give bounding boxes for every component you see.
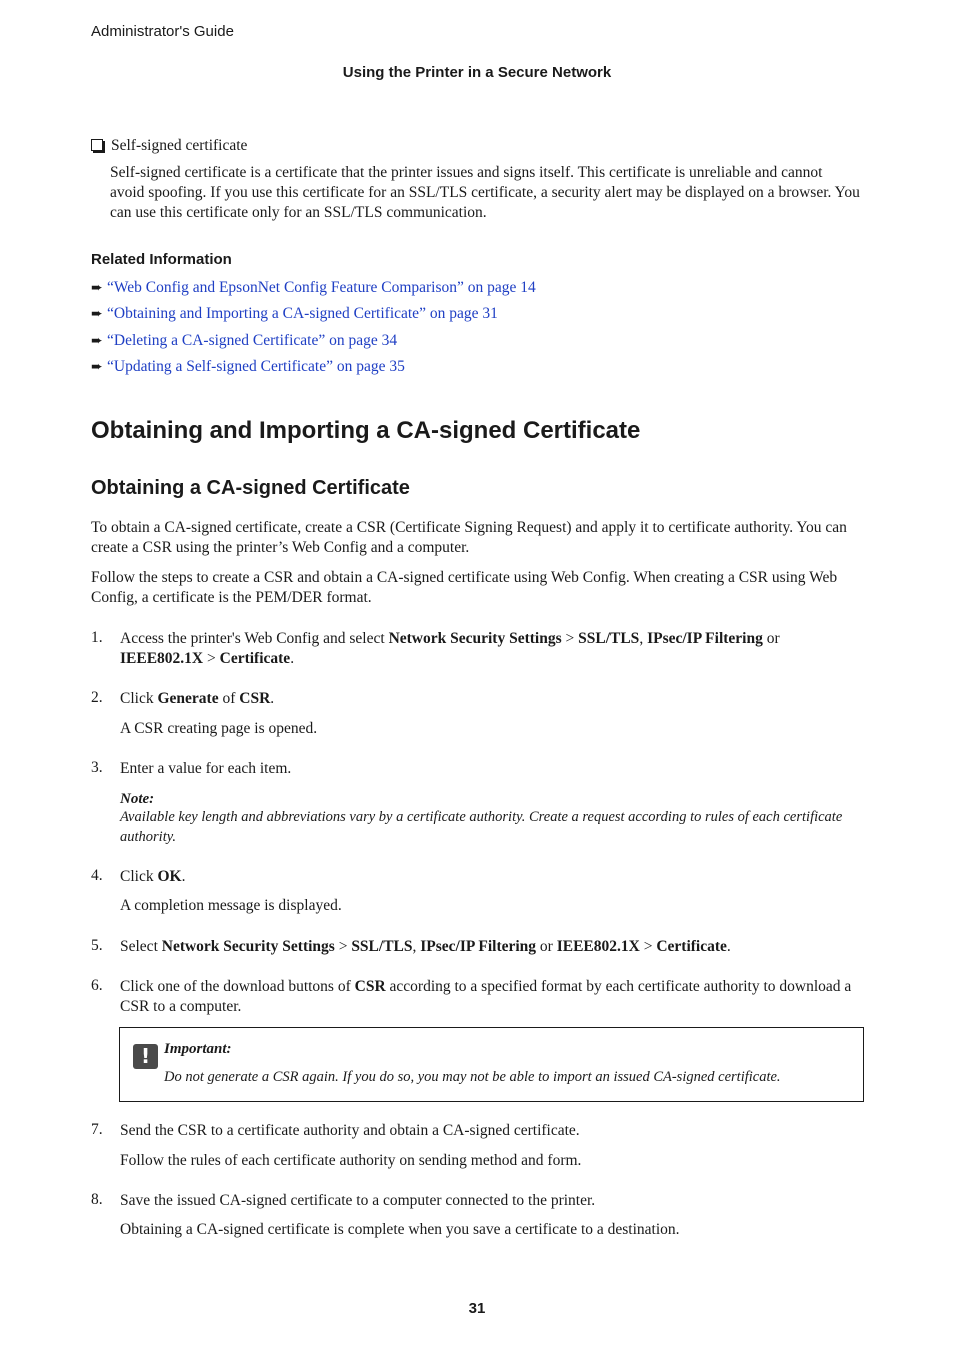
related-link-updating	[91, 358, 405, 376]
step-1-text: Access the printer's Web Config and select Network Security Settings > SSL/TLS, IPsec/IP Filtering or IEEE802.1X > Certificate.	[120, 630, 780, 667]
self-signed-label: Self-signed certificate	[111, 137, 248, 154]
step-6-text: Click one of the download buttons of CSR according to a specified format by each certificate authority to download a CSR to a computer.	[120, 978, 852, 1015]
related-link[interactable]: “Updating a Self-signed Certificate” on page 35	[107, 358, 405, 375]
arrow-right-icon: ➨	[91, 333, 103, 349]
important-label: Important:	[164, 1041, 232, 1057]
step-2-text: Click Generate of CSR.	[120, 690, 275, 707]
heading-sub: Obtaining a CA-signed Certificate	[91, 477, 410, 499]
heading-main: Obtaining and Importing a CA-signed Certificate	[91, 417, 641, 444]
self-signed-item	[91, 136, 247, 156]
step-4-result: A completion message is displayed.	[120, 897, 342, 914]
related-link-deleting	[91, 332, 397, 350]
related-link[interactable]: “Obtaining and Importing a CA-signed Certificate” on page 31	[107, 305, 498, 322]
step-number: 2.	[91, 689, 103, 706]
related-link-obtaining	[91, 305, 498, 323]
step-8-detail: Obtaining a CA-signed certificate is complete when you save a certificate to a destination.	[120, 1221, 680, 1238]
related-link[interactable]: “Deleting a CA-signed Certificate” on page 34	[107, 332, 398, 349]
exclamation-icon: !	[133, 1044, 158, 1069]
step-number: 4.	[91, 867, 103, 884]
step-number: 1.	[91, 629, 103, 646]
intro-paragraph-2: Follow the steps to create a CSR and obtain a CA-signed certificate using Web Config. When creating a CSR using Web Config, a certificate is the PEM/DER format.	[91, 569, 838, 606]
intro-paragraph-1: To obtain a CA-signed certificate, create a CSR (Certificate Signing Request) and apply it to certificate authority. You can create a CSR using the printer’s Web Config and a computer.	[91, 519, 847, 556]
arrow-right-icon: ➨	[91, 280, 103, 296]
step-number: 6.	[91, 977, 103, 994]
related-link[interactable]: “Web Config and EpsonNet Config Feature Comparison” on page 14	[107, 279, 536, 296]
related-information-title: Related Information	[91, 251, 232, 268]
step-4-text: Click OK.	[120, 868, 186, 885]
step-7-text: Send the CSR to a certificate authority and obtain a CA-signed certificate.	[120, 1122, 580, 1139]
step-5-text: Select Network Security Settings > SSL/TLS, IPsec/IP Filtering or IEEE802.1X > Certificate.	[120, 938, 731, 955]
step-2-result: A CSR creating page is opened.	[120, 720, 318, 737]
page-number: 31	[468, 1300, 486, 1317]
guide-title: Administrator's Guide	[91, 23, 234, 40]
arrow-right-icon: ➨	[91, 359, 103, 375]
step-number: 8.	[91, 1191, 103, 1208]
related-link-web-config	[91, 279, 536, 297]
important-text: Do not generate a CSR again. If you do so, you may not be able to import an issued CA-signed certificate.	[164, 1069, 781, 1085]
self-signed-description: Self-signed certificate is a certificate that the printer issues and signs itself. This certificate is unreliable and cannot avoid spoofing. If you use this certificate for an SSL/TLS certificate, a security alert may be displayed on a browser. You can use this certificate only for an SSL/TLS communication.	[110, 164, 860, 221]
step-number: 3.	[91, 759, 103, 776]
step-7-detail: Follow the rules of each certificate authority on sending method and form.	[120, 1152, 582, 1169]
step-3-text: Enter a value for each item.	[120, 760, 292, 777]
important-callout	[119, 1027, 864, 1102]
note-text: Available key length and abbreviations vary by a certificate authority. Create a request according to rules of each certificate authority.	[120, 809, 843, 845]
step-number: 5.	[91, 937, 103, 954]
section-title: Using the Printer in a Secure Network	[342, 64, 612, 81]
note-label: Note:	[120, 791, 155, 807]
step-number: 7.	[91, 1121, 103, 1138]
step-8-text: Save the issued CA-signed certificate to a computer connected to the printer.	[120, 1192, 596, 1209]
arrow-right-icon: ➨	[91, 306, 103, 322]
checkbox-bullet-icon	[91, 139, 103, 151]
